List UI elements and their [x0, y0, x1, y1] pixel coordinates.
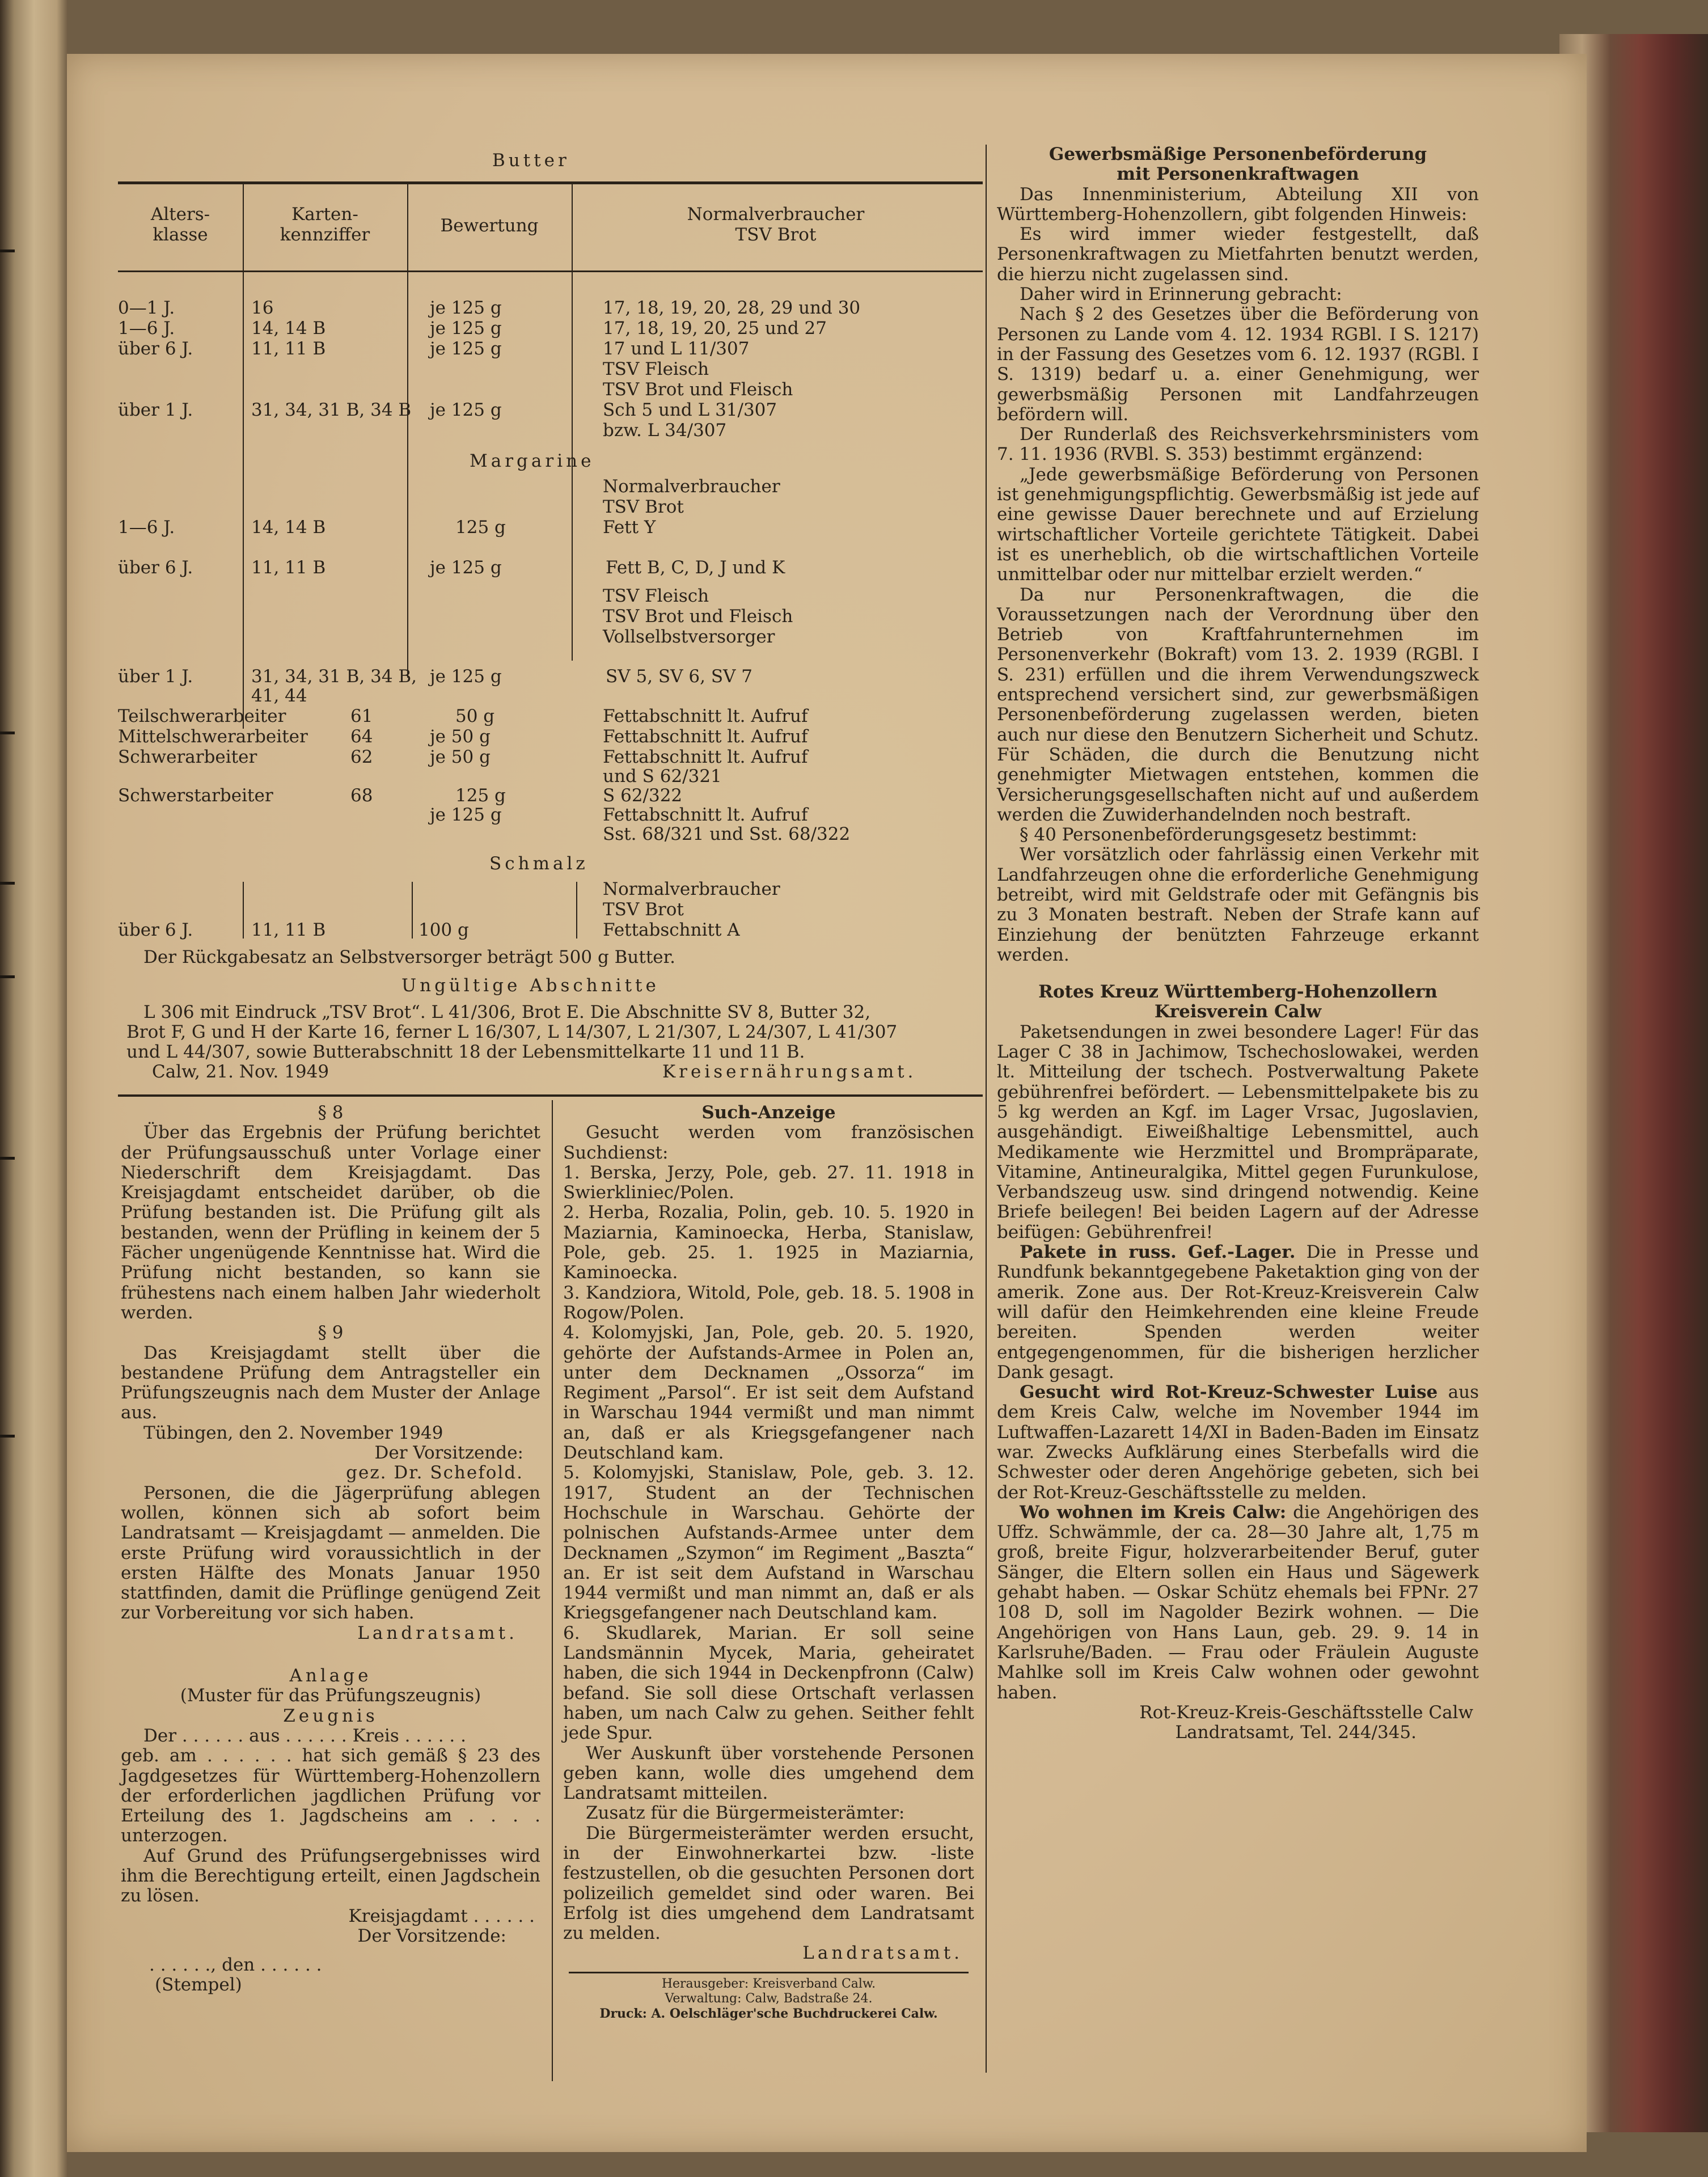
cell-coupons: Fettabschnitt lt. Aufruf	[603, 747, 808, 767]
section-rule	[118, 1094, 983, 1097]
cell-amount: je 50 g	[430, 747, 491, 767]
ungueltig-line: Brot F, G und H der Karte 16, ferner L 16/307, L 14/307, L 21/307, L 24/307, L 41/307	[126, 1022, 898, 1042]
ungueltig-line: und L 44/307, sowie Butterabschnitt 18 der Lebensmittelkarte 11 und 11 B.	[126, 1042, 805, 1062]
such-office: Landratsamt.	[802, 1943, 963, 1964]
cell-amount: je 125 g	[430, 557, 502, 578]
cell-coupons: SV 5, SV 6, SV 7	[606, 666, 753, 687]
zeugnis-title: Zeugnis	[283, 1705, 378, 1726]
cell-code: 31, 34, 31 B, 34 B,	[251, 666, 417, 687]
rotkreuz-signature: Rot-Kreuz-Kreis-Geschäftsstelle Calw	[1139, 1702, 1473, 1723]
col-divider	[243, 882, 244, 939]
rotkreuz-title: Rotes Kreuz Württemberg-Hohenzollern	[1038, 982, 1438, 1003]
cell-coupons: TSV Fleisch	[603, 586, 709, 606]
page-mark	[0, 250, 15, 252]
pruefung-para: Personen, die die Jägerprüfung ablegen wollen, können sich ab sofort beim Landratsamt — Kreisjagdamt — anmelden. Die erste Prüfung wird voraussichtlich in der ersten Hälfte des Monats Januar 1950 stattfinden, damit die Prüflinge genügend Zeit zur Vorbereitung vor sich haben.	[121, 1482, 540, 1624]
cell-coupons: TSV Brot und Fleisch	[603, 606, 793, 627]
cell-coupons: 17, 18, 19, 20, 28, 29 und 30	[603, 298, 861, 318]
pruefung-chair: Der Vorsitzende:	[374, 1443, 523, 1464]
cell-coupons: Fettabschnitt lt. Aufruf	[603, 706, 808, 726]
zeugnis-line: Auf Grund des Prüfungsergebnisses wird ihm die Berechtigung erteilt, einen Jagdschein zu lösen.	[121, 1845, 540, 1907]
margarine-header: Normalverbraucher	[603, 476, 780, 497]
cell-coupons: Fettabschnitt A	[603, 920, 740, 940]
such-item: 2. Herba, Rozalia, Polin, geb. 10. 5. 1920 in Maziarnia, Kaminoecka, Herba, Stanislaw, Pole, geb. 25. 1. 1925 in Maziarnia, Kaminoecka.	[563, 1202, 974, 1283]
cell-worker: Teilschwerarbeiter	[118, 706, 286, 726]
gewerbe-para: Nach § 2 des Gesetzes über die Beförderung von Personen zu Lande vom 4. 12. 1934 RGBl. I S. 1217) in der Fassung des Gesetzes vom 6. 12. 1937 (RGBl. I S. 1319) bedarf u. a. einer Genehmigung, wer gewerbsmäßig Personen mit Landfahrzeugen befördern will.	[997, 304, 1479, 425]
such-item: 5. Kolomyjski, Stanislaw, Pole, geb. 3. 12. 1917, Student an der Technischen Hochschule in Warschau. Gehörte der polnischen Aufstands-Armee unter dem Decknamen „Szymon“ im Regiment „Baszta“ an. Er ist seit dem Aufstand in Warschau 1944 vermißt und man nimmt an, daß er als Kriegsgefangener nach Deutschland kam.	[563, 1462, 974, 1624]
rueckgabe-note: Der Rückgabesatz an Selbstversorger beträgt 500 g Butter.	[143, 947, 675, 967]
cell-age: über 1 J.	[118, 666, 193, 687]
gewerbe-para: Daher wird in Erinnerung gebracht:	[1020, 284, 1342, 305]
cell-age: über 6 J.	[118, 339, 193, 359]
cell-coupons: Sch 5 und L 31/307	[603, 400, 777, 420]
col-divider	[572, 479, 573, 661]
cell-coupons: TSV Brot und Fleisch	[603, 379, 793, 400]
cell-coupons: und S 62/321	[603, 766, 722, 787]
muster-note: (Muster für das Prüfungszeugnis)	[180, 1685, 481, 1706]
header-bewertung: Bewertung	[440, 215, 539, 236]
cell-code: 14, 14 B	[251, 517, 326, 538]
pruefung-signed: gez. Dr. Schefold.	[346, 1462, 523, 1483]
page-mark	[0, 1157, 15, 1160]
header-kartenkennziffer: Karten- kennziffer	[280, 204, 370, 245]
cell-amount: je 125 g	[430, 318, 502, 339]
ungueltig-line: L 306 mit Eindruck „TSV Brot“. L 41/306, Brot E. Die Abschnitte SV 8, Butter 32,	[143, 1002, 871, 1022]
cell-worker: Schwerstarbeiter	[118, 785, 273, 806]
butter-title: Butter	[492, 150, 570, 171]
cell-code: 31, 34, 31 B, 34 B	[251, 400, 412, 420]
gewerbe-para: Der Runderlaß des Reichsverkehrsministers vom 7. 11. 1936 (RVBl. S. 353) bestimmt ergänzend:	[997, 424, 1479, 465]
cell-code: 62	[350, 747, 373, 767]
cell-code: 16	[251, 298, 274, 318]
such-para: Die Bürgermeisterämter werden ersucht, in der Einwohnerkartei bzw. -liste festzustellen, ob die gesuchten Personen dort polizeilich gemeldet sind oder waren. Bei Erfolg ist dies umgehend dem Landratsamt zu melden.	[563, 1823, 974, 1944]
column-rule	[986, 145, 987, 2073]
newspaper-page	[67, 54, 1587, 2152]
cell-age: 1—6 J.	[118, 517, 175, 538]
such-item: 1. Berska, Jerzy, Pole, geb. 27. 11. 1918 in Swierkliniec/Polen.	[563, 1162, 974, 1203]
table-header-rule	[118, 270, 983, 272]
gewerbe-subtitle: mit Personenkraftwagen	[1117, 164, 1359, 185]
cell-worker: Mittelschwerarbeiter	[118, 726, 308, 747]
cell-coupons: S 62/322	[603, 785, 683, 806]
cell-age: über 1 J.	[118, 400, 193, 420]
ungueltig-date: Calw, 21. Nov. 1949	[152, 1062, 329, 1082]
rotkreuz-subtitle: Kreisverein Calw	[1154, 1001, 1322, 1022]
header-normalverbraucher: Normalverbraucher TSV Brot	[687, 204, 865, 245]
cell-worker: Schwerarbeiter	[118, 747, 257, 767]
header-altersklasse: Alters- klasse	[150, 204, 210, 245]
col-divider	[407, 479, 408, 678]
such-para: Wer Auskunft über vorstehende Personen geben kann, wolle dies umgehend dem Landratsamt mitteilen.	[563, 1743, 974, 1804]
cell-coupons: 17 und L 11/307	[603, 339, 750, 359]
imprint-line: Herausgeber: Kreisverband Calw.	[661, 1976, 876, 1991]
cell-amount: je 125 g	[430, 339, 502, 359]
ungueltig-title: Ungültige Abschnitte	[401, 975, 659, 996]
such-intro: Gesucht werden vom französischen Suchdienst:	[563, 1122, 974, 1163]
stempel-line: (Stempel)	[155, 1975, 242, 1996]
gewerbe-para: Das Innenministerium, Abteilung XII von Württemberg-Hohenzollern, gibt folgenden Hinweis:	[997, 184, 1479, 225]
cell-age: über 6 J.	[118, 920, 193, 940]
cell-code: 61	[350, 706, 373, 726]
such-title: Such-Anzeige	[701, 1102, 836, 1123]
gewerbe-para: Wer vorsätzlich oder fahrlässig einen Verkehr mit Landfahrzeugen ohne die erforderliche Genehmigung betreibt, wird mit Geldstrafe oder mit Gefängnis bis zu 3 Monaten bestraft. Neben der Strafe kann auf Einziehung der benützten Fahrzeuge erkannt werden.	[997, 844, 1479, 965]
kreisjagdamt-line: Kreisjagdamt . . . . . .	[348, 1905, 535, 1926]
den-line: . . . . . ., den . . . . . .	[149, 1955, 322, 1976]
anlage-title: Anlage	[289, 1665, 372, 1686]
pruefung-column	[121, 1103, 540, 1996]
right-column	[997, 145, 1479, 1743]
such-item: 6. Skudlarek, Marian. Er soll seine Landsmännin Mycek, Maria, geheiratet haben, die sich 1944 in Deckenpfronn (Calw) befand. Sie soll diese Ortschaft verlassen haben, um nach Calw zu gehen. Seither fehlt jede Spur.	[563, 1622, 974, 1744]
cell-coupons: TSV Fleisch	[603, 359, 709, 379]
rotkreuz-lead: Gesucht wird Rot-Kreuz-Schwester Luise	[1020, 1382, 1438, 1403]
cell-amount: je 50 g	[430, 726, 491, 747]
col-divider	[243, 184, 244, 499]
cell-coupons: bzw. L 34/307	[603, 420, 727, 441]
pruefung-office: Landratsamt.	[357, 1622, 518, 1643]
gewerbe-para: § 40 Personenbeförderungsgesetz bestimmt:	[1020, 825, 1418, 846]
schmalz-header: TSV Brot	[603, 899, 684, 920]
gewerbe-para: Es wird immer wieder festgestellt, daß Personenkraftwagen zu Mietfahrten benutzt werden, die hierzu nicht zugelassen sind.	[997, 224, 1479, 285]
column-rule	[552, 1100, 553, 2081]
cell-coupons: Vollselbstversorger	[603, 627, 775, 647]
suchanzeige-column	[563, 1103, 974, 2021]
such-item: 3. Kandziora, Witold, Pole, geb. 18. 5. 1908 in Rogow/Polen.	[563, 1282, 974, 1323]
col-divider	[412, 882, 413, 939]
rotkreuz-lead: Wo wohnen im Kreis Calw:	[1020, 1502, 1287, 1523]
pruefung-date: Tübingen, den 2. November 1949	[143, 1422, 443, 1443]
cell-coupons: Fettabschnitt lt. Aufruf	[603, 805, 808, 825]
s9-text: Das Kreisjagdamt stellt über die bestandene Prüfung dem Antragsteller ein Prüfungszeugnis nach dem Muster der Anlage aus.	[121, 1342, 540, 1423]
cell-coupons: Fettabschnitt lt. Aufruf	[603, 726, 808, 747]
imprint-line: Druck: A. Oelschläger'sche Buchdruckerei Calw.	[599, 2006, 938, 2021]
cell-amount: 125 g	[455, 785, 506, 806]
gewerbe-para: Da nur Personenkraftwagen, die die Voraussetzungen nach der Verordnung über den Betrieb von Kraftfahrunternehmen im Personenverkehr (Bokraft) vom 13. 2. 1939 (RGBl. I S. 231) erfüllen und die ihrem Verwendungszweck entsprechend versichert sind, zur gewerbsmäßigen Personenbeförderung zugelassen werden, bieten auch nur diese den Benutzern Sicherheit und Schutz. Für Schäden, die durch die Benutzung nicht genehmigter Mietwagen entstehen, kommen die Versicherungsgesellschaften nicht auf und außerdem werden die Zuwiderhandelnden noch bestraft.	[997, 584, 1479, 825]
s9-title: § 9	[318, 1322, 344, 1343]
ungueltig-office: Kreisernährungsamt.	[662, 1062, 917, 1082]
vorsitzende-line: Der Vorsitzende:	[357, 1925, 506, 1946]
rotkreuz-lead: Pakete in russ. Gef.-Lager.	[1020, 1242, 1296, 1263]
cell-code: 68	[350, 785, 373, 806]
margarine-title: Margarine	[470, 451, 595, 471]
table-top-rule	[118, 181, 983, 184]
cell-amount: je 125 g	[430, 666, 502, 687]
col-divider	[576, 882, 577, 939]
col-divider	[243, 479, 244, 729]
col-divider	[407, 184, 408, 499]
schmalz-header: Normalverbraucher	[603, 879, 780, 899]
rotkreuz-para: Gesucht wird Rot-Kreuz-Schwester Luise aus dem Kreis Calw, welche im November 1944 im Luftwaffen-Lazarett 14/XI in Baden-Baden im Einsatz war. Zwecks Aufklärung eines Sterbefalls wird die Schwester oder deren Angehörige gebeten, sich bei der Rot-Kreuz-Geschäftsstelle zu melden.	[997, 1382, 1479, 1503]
cell-code: 11, 11 B	[251, 557, 326, 578]
such-item: 4. Kolomyjski, Jan, Pole, geb. 20. 5. 1920, gehörte der Aufstands-Armee in Polen an, unter dem Decknamen „Ossorza“ im Regiment „Parsol“. Er ist seit dem Aufstand in Warschau 1944 vermißt und man nimmt an, daß er als Kriegsgefangener nach Deutschland kam.	[563, 1322, 974, 1464]
cell-amount: 125 g	[455, 517, 506, 538]
cell-code: 11, 11 B	[251, 920, 326, 940]
page-mark	[0, 975, 15, 978]
cell-amount: je 125 g	[430, 400, 502, 420]
left-page-edge	[0, 0, 68, 2177]
s8-text: Über das Ergebnis der Prüfung berichtet der Prüfungsausschuß unter Vorlage einer Niederschrift dem Kreisjagdamt. Das Kreisjagdamt entscheidet darüber, ob die Prüfung bestanden ist. Die Prüfung gilt als bestanden, wenn der Prüfling in keinem der 5 Fächer ungenügende Kenntnisse hat. Wird die Prüfung nicht bestanden, so kann sie frühestens nach einem halben Jahr wiederholt werden.	[121, 1122, 540, 1323]
cell-amount: je 125 g	[430, 805, 502, 825]
imprint-line: Verwaltung: Calw, Badstraße 24.	[665, 1991, 873, 2006]
schmalz-title: Schmalz	[489, 853, 589, 874]
cell-code: 11, 11 B	[251, 339, 326, 359]
cell-coupons: 17, 18, 19, 20, 25 und 27	[603, 318, 827, 339]
s8-title: § 8	[318, 1102, 344, 1123]
rotkreuz-para: Wo wohnen im Kreis Calw: die Angehörigen des Uffz. Schwämmle, der ca. 28—30 Jahre alt, 1,75 m groß, breite Figur, holzverarbeitender Beruf, guter Sänger, die Eltern sollen ein Haus und Sägewerk gehabt haben. — Oskar Schütz ehemals bei FPNr. 27 108 D, soll im Nagolder Bezirk wohnen. — Die Angehörigen von Hans Laun, geb. 29. 9. 14 in Karlsruhe/Baden. — Frau oder Fräulein Auguste Mahlke soll im Kreis Calw wohnen oder gewohnt haben.	[997, 1502, 1479, 1703]
cell-age: über 6 J.	[118, 557, 193, 578]
rotkreuz-signature: Landratsamt, Tel. 244/345.	[1175, 1722, 1417, 1743]
page-mark	[0, 732, 15, 734]
cell-code: 14, 14 B	[251, 318, 326, 339]
cell-amount: 50 g	[455, 706, 495, 726]
imprint	[569, 1972, 969, 2021]
gewerbe-title: Gewerbsmäßige Personenbeförderung	[1049, 144, 1427, 164]
cell-amount: 100 g	[418, 920, 469, 940]
cell-coupons: Sst. 68/321 und Sst. 68/322	[603, 824, 851, 844]
zeugnis-line: Der . . . . . . aus . . . . . . Kreis . . . . . .	[143, 1725, 466, 1746]
cell-code: 41, 44	[251, 686, 307, 706]
rotkreuz-para: Paketsendungen in zwei besondere Lager! Für das Lager C 38 in Jachimow, Tschechoslowakei, werden lt. Mitteilung der tschech. Postverwaltung Pakete gebührenfrei befördert. — Lebensmittelpakete bis zu 5 kg werden an Kgf. im Lager Vrsac, Jugoslavien, ausgehändigt. Eiweißhaltige Lebensmittel, auch Medikamente wie Herzmittel und Brompräparate, Vitamine, Antineuralgika, Mittel gegen Furunkulose, Verbandszeug usw. sind dringend notwendig. Keine Briefe beilegen! Bei beiden Lagern auf der Adresse beifügen: Gebührenfrei!	[997, 1021, 1479, 1242]
page-mark	[0, 1435, 15, 1438]
cell-coupons: Fett B, C, D, J und K	[606, 557, 785, 578]
cell-age: 1—6 J.	[118, 318, 175, 339]
cell-code: 64	[350, 726, 373, 747]
cell-coupons: Fett Y	[603, 517, 656, 538]
rotkreuz-para: Pakete in russ. Gef.-Lager. Die in Presse und Rundfunk bekanntgegebene Paketaktion ging von der amerik. Zone aus. Der Rot-Kreuz-Kreisverein Calw will dafür den Heimkehrenden eine kleine Freude bereiten. Spenden werden weiter entgegengenommen, für die bisherigen herzlicher Dank gesagt.	[997, 1242, 1479, 1383]
zeugnis-line: geb. am . . . . . . hat sich gemäß § 23 des Jagdgesetzes für Württemberg-Hohenzollern der erforderlichen jagdlichen Prüfung vor Erteilung des 1. Jagdscheins am . . . . unterzogen.	[121, 1745, 540, 1846]
page-mark	[0, 882, 15, 885]
cell-age: 0—1 J.	[118, 298, 175, 318]
cell-amount: je 125 g	[430, 298, 502, 318]
margarine-header: TSV Brot	[603, 497, 684, 517]
gewerbe-quote: „Jede gewerbsmäßige Beförderung von Personen ist genehmigungspflichtig. Gewerbsmäßig ist jede auf eine gewisse Dauer berechnete und auf Erzielung wirtschaftlicher Vorteile gerichtete Tätigkeit. Dabei ist es unerheblich, ob die wirtschaftlichen Vorteile unmittelbar oder nur mittelbar erzielt werden.“	[997, 464, 1479, 585]
such-para: Zusatz für die Bürgermeisterämter:	[586, 1803, 905, 1824]
